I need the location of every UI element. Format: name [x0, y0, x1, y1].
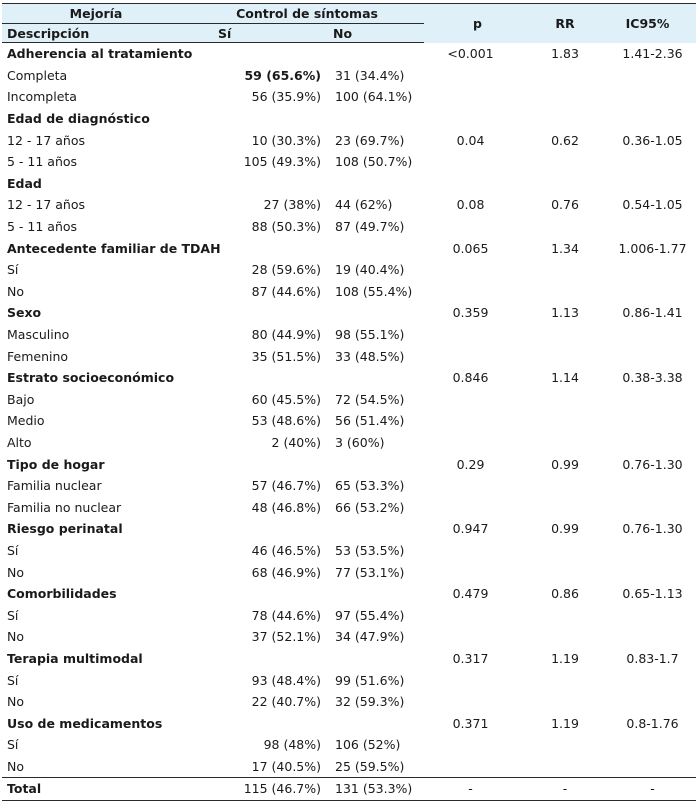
- row-ic95-value: [599, 345, 696, 367]
- row-label: Sí: [7, 262, 19, 278]
- group-p-value: [424, 108, 531, 130]
- group-si-empty: [190, 583, 327, 605]
- row-si-count: 37 (52.1%): [251, 629, 321, 645]
- table-row: [2, 432, 696, 454]
- row-label: Familia nuclear: [7, 478, 102, 494]
- group-si-empty: [190, 43, 327, 65]
- row-no-count: 87 (49.7%): [335, 219, 405, 235]
- row-no-count: 72 (54.5%): [335, 391, 405, 407]
- group-ic95-value: [599, 173, 696, 195]
- row-no-count: 97 (55.4%): [335, 607, 405, 623]
- row-label: Masculino: [7, 327, 70, 343]
- group-label: Edad: [7, 175, 42, 191]
- group-ic95-value: [599, 108, 696, 130]
- row-label: Femenino: [7, 348, 69, 364]
- group-si-empty: [190, 302, 327, 324]
- row-no-count: 56 (51.4%): [335, 413, 405, 429]
- row-rr-value: 0.62: [551, 132, 579, 148]
- table-row: [2, 389, 696, 411]
- row-rr-value: [531, 604, 599, 626]
- group-rr-value: 0.86: [551, 586, 579, 602]
- row-ic95-value: [599, 626, 696, 648]
- row-no-count: 25 (59.5%): [335, 758, 405, 774]
- row-si-count: 56 (35.9%): [251, 89, 321, 105]
- row-no-count: 32 (59.3%): [335, 694, 405, 710]
- row-ic95-value: [599, 475, 696, 497]
- group-label: Riesgo perinatal: [7, 521, 123, 537]
- table-row: [2, 604, 696, 626]
- row-rr-value: [531, 216, 599, 238]
- row-label: 12 - 17 años: [7, 132, 85, 148]
- table-row: [2, 259, 696, 281]
- row-p-value: [424, 626, 531, 648]
- table-row: [2, 216, 696, 238]
- row-no-count: 3 (60%): [335, 434, 385, 450]
- row-ic95-value: [599, 604, 696, 626]
- row-rr-value: [531, 432, 599, 454]
- group-rr-value: [531, 108, 599, 130]
- row-ic95-value: [599, 432, 696, 454]
- row-si-count: 46 (46.5%): [251, 542, 321, 558]
- row-si-count: 87 (44.6%): [251, 283, 321, 299]
- row-ic95-value: [599, 561, 696, 583]
- header-no: No: [327, 24, 424, 43]
- row-rr-value: [531, 324, 599, 346]
- group-si-empty: [190, 712, 327, 734]
- group-row: [2, 648, 696, 670]
- row-si-count: 68 (46.9%): [251, 564, 321, 580]
- row-label: 5 - 11 años: [7, 219, 78, 235]
- table-row: [2, 129, 696, 151]
- row-p-value: [424, 756, 531, 778]
- group-no-empty: [327, 648, 424, 670]
- row-ic95-value: [599, 540, 696, 562]
- results-table: [2, 3, 696, 801]
- group-row: [2, 43, 696, 65]
- row-rr-value: [531, 734, 599, 756]
- row-p-value: 0.04: [456, 132, 485, 148]
- row-rr-value: [531, 496, 599, 518]
- row-ic95-value: [599, 734, 696, 756]
- row-rr-value: [531, 626, 599, 648]
- row-ic95-value: [599, 281, 696, 303]
- group-rr-value: [531, 173, 599, 195]
- total-rr-value: -: [531, 778, 599, 801]
- row-si-count: 80 (44.9%): [251, 327, 321, 343]
- row-ic95-value: [599, 389, 696, 411]
- row-p-value: [424, 540, 531, 562]
- row-label: No: [7, 564, 24, 580]
- row-rr-value: [531, 410, 599, 432]
- row-rr-value: [531, 756, 599, 778]
- group-label: Estrato socioeconómico: [7, 370, 175, 386]
- row-p-value: [424, 691, 531, 713]
- group-no-empty: [327, 583, 424, 605]
- row-p-value: [424, 86, 531, 108]
- header-descripcion: Descripción: [2, 24, 190, 43]
- group-ic95-value: 0.65-1.13: [622, 586, 683, 602]
- row-si-count: 98 (48%): [263, 737, 321, 753]
- header-control-sintomas: Control de síntomas: [190, 4, 424, 24]
- table-row: [2, 345, 696, 367]
- group-row: [2, 453, 696, 475]
- table-body: [2, 43, 696, 801]
- row-si-count: 17 (40.5%): [251, 758, 321, 774]
- group-row: [2, 237, 696, 259]
- group-row: [2, 583, 696, 605]
- table-row: [2, 561, 696, 583]
- row-label: Medio: [7, 413, 45, 429]
- total-no-count: 131 (53.3%): [327, 778, 424, 801]
- row-no-count: 33 (48.5%): [335, 348, 405, 364]
- group-p-value: 0.846: [452, 370, 489, 386]
- table-row: [2, 410, 696, 432]
- row-si-count: 2 (40%): [271, 434, 321, 450]
- group-ic95-value: 0.83-1.7: [626, 650, 679, 666]
- row-ic95-value: [599, 259, 696, 281]
- group-no-empty: [327, 302, 424, 324]
- group-p-value: 0.371: [452, 715, 489, 731]
- row-no-count: 108 (50.7%): [335, 154, 413, 170]
- group-no-empty: [327, 108, 424, 130]
- group-rr-value: 1.34: [551, 240, 579, 256]
- row-p-value: [424, 669, 531, 691]
- row-rr-value: [531, 86, 599, 108]
- group-ic95-value: 0.76-1.30: [622, 456, 683, 472]
- row-si-count: 88 (50.3%): [251, 219, 321, 235]
- row-p-value: [424, 216, 531, 238]
- row-no-count: 66 (53.2%): [335, 499, 405, 515]
- total-si-count: 115 (46.7%): [190, 778, 327, 801]
- group-no-empty: [327, 453, 424, 475]
- row-label: Bajo: [7, 391, 35, 407]
- row-ic95-value: [599, 496, 696, 518]
- group-rr-value: 1.19: [551, 650, 579, 666]
- row-no-count: 77 (53.1%): [335, 564, 405, 580]
- group-rr-value: 0.99: [551, 456, 579, 472]
- row-p-value: [424, 151, 531, 173]
- group-row: [2, 518, 696, 540]
- row-label: 12 - 17 años: [7, 197, 85, 213]
- row-p-value: [424, 65, 531, 87]
- row-no-count: 98 (55.1%): [335, 327, 405, 343]
- row-si-count: 57 (46.7%): [251, 478, 321, 494]
- header-rr: RR: [531, 4, 599, 43]
- row-p-value: [424, 345, 531, 367]
- row-si-count: 28 (59.6%): [251, 262, 321, 278]
- row-rr-value: [531, 669, 599, 691]
- row-ic95-value: [599, 756, 696, 778]
- row-rr-value: 0.76: [551, 197, 579, 213]
- group-rr-value: 1.14: [551, 370, 579, 386]
- row-p-value: [424, 604, 531, 626]
- group-label: Adherencia al tratamiento: [7, 46, 193, 62]
- row-p-value: [424, 475, 531, 497]
- row-rr-value: [531, 691, 599, 713]
- row-label: No: [7, 694, 24, 710]
- row-si-count: 35 (51.5%): [251, 348, 321, 364]
- row-no-count: 19 (40.4%): [335, 262, 405, 278]
- header-si: Sí: [190, 24, 327, 43]
- table-row: [2, 281, 696, 303]
- row-no-count: 44 (62%): [335, 197, 393, 213]
- row-label: Sí: [7, 542, 19, 558]
- header-p: p: [424, 4, 531, 43]
- table-row: [2, 626, 696, 648]
- row-label: Sí: [7, 737, 19, 753]
- row-rr-value: [531, 561, 599, 583]
- row-si-count: 53 (48.6%): [251, 413, 321, 429]
- group-ic95-value: 0.8-1.76: [626, 715, 679, 731]
- group-label: Antecedente familiar de TDAH: [7, 240, 221, 256]
- group-no-empty: [327, 173, 424, 195]
- table-row: [2, 496, 696, 518]
- row-no-count: 100 (64.1%): [335, 89, 413, 105]
- table-row: [2, 475, 696, 497]
- group-row: [2, 302, 696, 324]
- group-label: Comorbilidades: [7, 586, 117, 602]
- row-ic95-value: 0.54-1.05: [622, 197, 683, 213]
- row-si-count: 105 (49.3%): [243, 154, 321, 170]
- group-row: [2, 712, 696, 734]
- group-p-value: 0.947: [452, 521, 489, 537]
- group-no-empty: [327, 518, 424, 540]
- row-p-value: 0.08: [456, 197, 485, 213]
- group-label: Edad de diagnóstico: [7, 111, 150, 127]
- row-p-value: [424, 259, 531, 281]
- row-p-value: [424, 734, 531, 756]
- group-p-value: <0.001: [447, 46, 494, 62]
- row-ic95-value: [599, 216, 696, 238]
- group-label: Uso de medicamentos: [7, 715, 163, 731]
- row-ic95-value: [599, 669, 696, 691]
- group-rr-value: 1.83: [551, 46, 579, 62]
- row-ic95-value: [599, 151, 696, 173]
- total-ic95-value: -: [599, 778, 696, 801]
- group-si-empty: [190, 518, 327, 540]
- group-rr-value: 1.13: [551, 305, 579, 321]
- row-rr-value: [531, 540, 599, 562]
- group-p-value: 0.359: [452, 305, 489, 321]
- row-label: Alto: [7, 434, 32, 450]
- row-no-count: 65 (53.3%): [335, 478, 405, 494]
- row-label: No: [7, 758, 24, 774]
- group-si-empty: [190, 173, 327, 195]
- table-row: [2, 691, 696, 713]
- total-row: [2, 778, 696, 801]
- group-ic95-value: 0.38-3.38: [622, 370, 683, 386]
- group-no-empty: [327, 367, 424, 389]
- row-p-value: [424, 410, 531, 432]
- group-row: [2, 173, 696, 195]
- row-no-count: 108 (55.4%): [335, 283, 413, 299]
- row-si-count: 60 (45.5%): [251, 391, 321, 407]
- row-no-count: 106 (52%): [335, 737, 401, 753]
- row-no-count: 31 (34.4%): [335, 67, 405, 83]
- row-si-count: 22 (40.7%): [251, 694, 321, 710]
- row-rr-value: [531, 345, 599, 367]
- total-p-value: -: [424, 778, 531, 801]
- row-si-count: 10 (30.3%): [251, 132, 321, 148]
- header-row-top: [2, 4, 696, 24]
- table-row: [2, 756, 696, 778]
- row-ic95-value: 0.36-1.05: [622, 132, 683, 148]
- group-no-empty: [327, 237, 424, 259]
- row-no-count: 34 (47.9%): [335, 629, 405, 645]
- table-row: [2, 324, 696, 346]
- row-ic95-value: [599, 324, 696, 346]
- table-row: [2, 86, 696, 108]
- group-rr-value: 0.99: [551, 521, 579, 537]
- row-si-count: 48 (46.8%): [251, 499, 321, 515]
- group-rr-value: 1.19: [551, 715, 579, 731]
- row-p-value: [424, 432, 531, 454]
- row-si-count: 27 (38%): [263, 197, 321, 213]
- group-ic95-value: 1.41-2.36: [622, 46, 683, 62]
- table-row: [2, 65, 696, 87]
- group-p-value: [424, 173, 531, 195]
- row-label: Sí: [7, 607, 19, 623]
- row-si-count: 59 (65.6%): [244, 67, 321, 83]
- row-p-value: [424, 389, 531, 411]
- group-p-value: 0.317: [452, 650, 489, 666]
- row-rr-value: [531, 389, 599, 411]
- table-row: [2, 194, 696, 216]
- row-si-count: 78 (44.6%): [251, 607, 321, 623]
- group-si-empty: [190, 648, 327, 670]
- row-rr-value: [531, 475, 599, 497]
- group-ic95-value: 1.006-1.77: [618, 240, 687, 256]
- group-si-empty: [190, 453, 327, 475]
- total-label: Total: [2, 778, 190, 801]
- row-p-value: [424, 324, 531, 346]
- group-no-empty: [327, 43, 424, 65]
- row-p-value: [424, 496, 531, 518]
- group-no-empty: [327, 712, 424, 734]
- row-no-count: 23 (69.7%): [335, 132, 405, 148]
- row-label: Familia no nuclear: [7, 499, 122, 515]
- row-ic95-value: [599, 65, 696, 87]
- table-row: [2, 151, 696, 173]
- row-no-count: 99 (51.6%): [335, 672, 405, 688]
- group-si-empty: [190, 108, 327, 130]
- row-label: 5 - 11 años: [7, 154, 78, 170]
- table-row: [2, 734, 696, 756]
- row-label: Completa: [7, 67, 68, 83]
- group-ic95-value: 0.76-1.30: [622, 521, 683, 537]
- group-p-value: 0.29: [456, 456, 485, 472]
- group-label: Sexo: [7, 305, 42, 321]
- table-row: [2, 540, 696, 562]
- row-p-value: [424, 561, 531, 583]
- header-mejoria: Mejoría: [2, 4, 190, 24]
- header-ic95: IC95%: [599, 4, 696, 43]
- group-row: [2, 108, 696, 130]
- group-label: Terapia multimodal: [7, 650, 143, 666]
- group-p-value: 0.065: [452, 240, 489, 256]
- row-no-count: 53 (53.5%): [335, 542, 405, 558]
- row-label: No: [7, 283, 24, 299]
- row-si-count: 93 (48.4%): [251, 672, 321, 688]
- group-row: [2, 367, 696, 389]
- row-rr-value: [531, 281, 599, 303]
- row-label: Sí: [7, 672, 19, 688]
- group-p-value: 0.479: [452, 586, 489, 602]
- group-si-empty: [190, 367, 327, 389]
- row-rr-value: [531, 151, 599, 173]
- row-label: Incompleta: [7, 89, 77, 105]
- group-label: Tipo de hogar: [7, 456, 105, 472]
- row-ic95-value: [599, 410, 696, 432]
- row-rr-value: [531, 259, 599, 281]
- group-ic95-value: 0.86-1.41: [622, 305, 683, 321]
- row-ic95-value: [599, 86, 696, 108]
- row-rr-value: [531, 65, 599, 87]
- table-row: [2, 669, 696, 691]
- row-p-value: [424, 281, 531, 303]
- row-ic95-value: [599, 691, 696, 713]
- row-label: No: [7, 629, 24, 645]
